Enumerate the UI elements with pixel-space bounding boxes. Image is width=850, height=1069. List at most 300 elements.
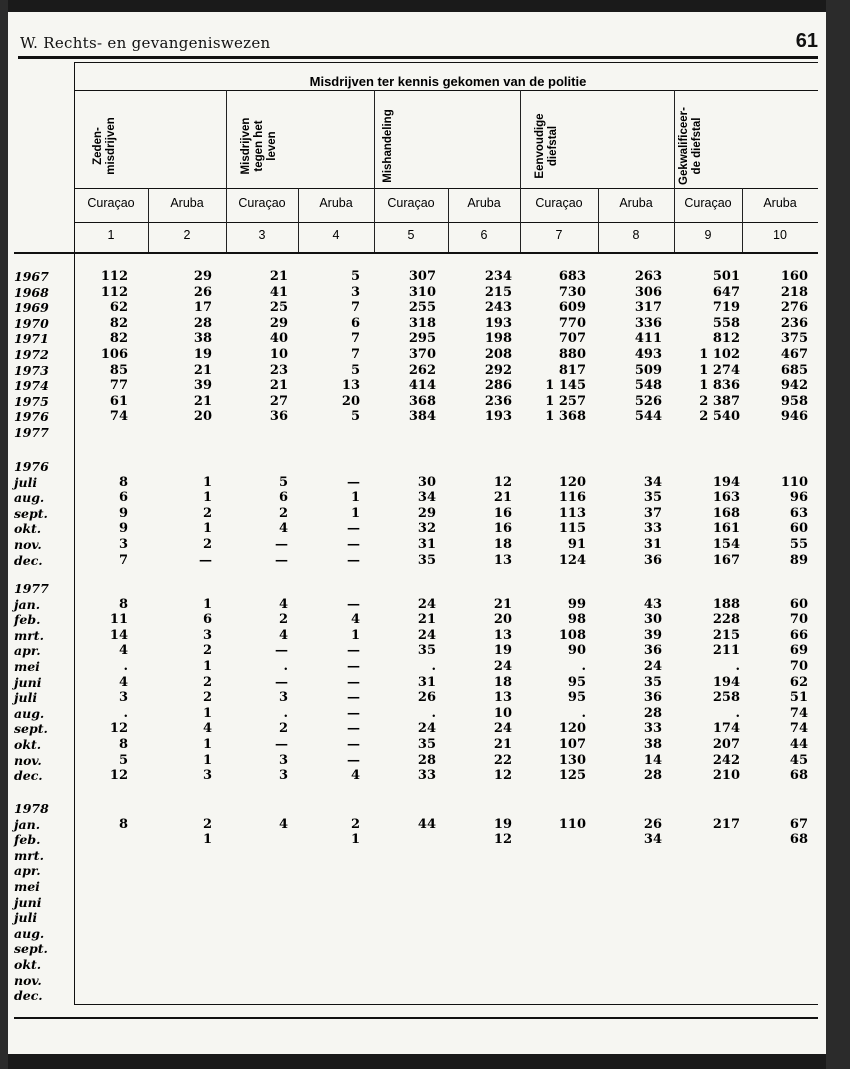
table-cell: 68	[789, 832, 808, 848]
row-label: juli	[14, 910, 38, 926]
table-cell: 44	[789, 737, 808, 752]
table-cell: 4	[118, 674, 128, 690]
table-cell: 68	[789, 768, 808, 784]
row-label: nov.	[14, 537, 42, 552]
table-cell: 5	[118, 752, 128, 768]
table-cell: —	[347, 537, 360, 552]
column-header: Curaçao	[387, 196, 435, 210]
column-number: 5	[407, 228, 415, 242]
table-cell: 198	[484, 331, 512, 347]
table-cell: 60	[789, 596, 808, 612]
table-cell: 11	[109, 612, 128, 628]
table-cell: —	[347, 752, 360, 768]
table-cell: 96	[789, 490, 808, 506]
table-cell: 467	[780, 347, 808, 362]
table-cell: 82	[109, 331, 128, 347]
table-cell: 1	[202, 659, 212, 674]
table-cell: 2	[278, 612, 288, 628]
table-cell: 210	[712, 768, 740, 784]
table-cell: 55	[789, 537, 808, 552]
table-cell: 12	[493, 832, 512, 848]
table-cell: 18	[493, 674, 512, 690]
table-cell: 7	[350, 331, 360, 347]
table-cell: 817	[558, 362, 586, 378]
table-cell: —	[347, 690, 360, 706]
table-cell: 113	[558, 505, 586, 521]
table-cell: 958	[780, 393, 808, 409]
table-cell: 13	[341, 378, 360, 394]
row-label: 1970	[14, 315, 49, 331]
table-cell: 77	[109, 378, 128, 394]
table-cell: —	[275, 537, 288, 552]
table-cell: 108	[558, 627, 586, 643]
table-cell: 370	[408, 347, 436, 362]
column-header: Aruba	[763, 196, 797, 210]
row-label: juli	[14, 690, 38, 706]
table-cell: 2	[202, 537, 212, 552]
table-cell: 40	[269, 331, 288, 347]
table-cell: 307	[408, 269, 436, 284]
table-cell: 4	[278, 596, 288, 612]
table-cell: 1	[202, 521, 212, 537]
table-cell: 51	[789, 690, 808, 706]
table-cell: 336	[634, 315, 662, 331]
table-cell: 1	[202, 705, 212, 721]
table-cell: 21	[493, 490, 512, 506]
table-cell: 28	[643, 768, 662, 784]
table-cell: 3	[278, 690, 288, 706]
table-cell: 228	[712, 612, 740, 628]
table-cell: 34	[643, 832, 662, 848]
table-cell: 1	[350, 832, 360, 848]
table-cell: 20	[193, 409, 212, 425]
table-cell: 31	[417, 537, 436, 552]
table-cell: 26	[193, 284, 212, 300]
row-label: 1969	[14, 300, 49, 316]
row-label: juni	[14, 894, 42, 910]
table-cell: 28	[417, 752, 436, 768]
table-cell: 5	[350, 362, 360, 378]
table-cell: 17	[193, 300, 212, 316]
table-cell: 21	[417, 612, 436, 628]
table-cell: 3	[278, 768, 288, 784]
table-cell: 38	[193, 331, 212, 347]
row-label: mei	[14, 879, 40, 894]
table-cell: 13	[493, 552, 512, 568]
table-cell: 98	[567, 612, 586, 628]
table-cell: 3	[350, 284, 360, 300]
table-cell: 21	[193, 362, 212, 378]
table-cell: 4	[278, 521, 288, 537]
table-cell: 60	[789, 521, 808, 537]
table-cell: 39	[643, 627, 662, 643]
table-cell: 31	[417, 674, 436, 690]
table-cell: 61	[109, 393, 128, 409]
table-cell: 95	[567, 690, 586, 706]
table-cell: 4	[350, 612, 360, 628]
table-cell: 211	[712, 643, 740, 659]
table-cell: 4	[350, 768, 360, 784]
table-cell: 2	[278, 721, 288, 737]
group-header: Gekwalificeer- de diefstal	[678, 107, 703, 185]
table-cell: 2	[202, 505, 212, 521]
column-header: Aruba	[467, 196, 501, 210]
table-cell: 33	[417, 768, 436, 784]
table-cell: .	[735, 659, 740, 674]
table-cell: 1 102	[699, 347, 740, 362]
table-cell: 3	[118, 690, 128, 706]
table-cell: 6	[278, 490, 288, 506]
table-cell: 7	[350, 300, 360, 316]
table-cell: 236	[780, 315, 808, 331]
table-cell: 26	[643, 816, 662, 832]
table-cell: 74	[789, 721, 808, 737]
table-cell: .	[581, 705, 586, 721]
column-number: 9	[704, 228, 712, 242]
row-label: okt.	[14, 957, 42, 972]
table-cell: 6	[118, 490, 128, 506]
table-cell: 35	[643, 674, 662, 690]
table-cell: 21	[269, 269, 288, 284]
row-label: jan.	[14, 596, 41, 612]
table-cell: 36	[643, 643, 662, 659]
table-cell: 67	[789, 816, 808, 832]
table-cell: 263	[634, 269, 662, 284]
table-cell: 70	[789, 612, 808, 628]
table-cell: 120	[558, 721, 586, 737]
table-cell: 647	[712, 284, 740, 300]
column-divider	[520, 90, 521, 252]
row-label: dec.	[14, 988, 43, 1004]
table-cell: 28	[193, 315, 212, 331]
column-number: 6	[480, 228, 488, 242]
table-cell: 707	[558, 331, 586, 347]
table-cell: 8	[118, 737, 128, 752]
row-label: okt.	[14, 737, 42, 752]
table-cell: 35	[417, 737, 436, 752]
table-cell: 375	[780, 331, 808, 347]
table-cell: 74	[789, 705, 808, 721]
table-cell: 1	[202, 832, 212, 848]
table-cell: 24	[417, 627, 436, 643]
table-cell: 770	[558, 315, 586, 331]
table-cell: 161	[712, 521, 740, 537]
table-cell: 85	[109, 362, 128, 378]
table-cell: 110	[558, 816, 586, 832]
table-cell: 215	[712, 627, 740, 643]
row-label: juli	[14, 474, 38, 490]
table-cell: 107	[558, 737, 586, 752]
table-cell: 12	[109, 768, 128, 784]
row-label: aug.	[14, 705, 45, 721]
table-cell: 24	[417, 721, 436, 737]
table-cell: 683	[558, 269, 586, 284]
table-cell: —	[275, 643, 288, 659]
table-cell: 35	[417, 643, 436, 659]
table-cell: 9	[118, 521, 128, 537]
table-cell: 30	[643, 612, 662, 628]
table-cell: 258	[712, 690, 740, 706]
table-cell: 20	[341, 393, 360, 409]
column-header: Curaçao	[238, 196, 286, 210]
table-cell: 35	[417, 552, 436, 568]
table-cell: 1	[202, 737, 212, 752]
table-cell: 1	[350, 505, 360, 521]
table-cell: 12	[493, 474, 512, 490]
table-cell: .	[283, 705, 288, 721]
table-cell: 1 836	[699, 378, 740, 394]
table-cell: —	[275, 737, 288, 752]
table-cell: 1 368	[545, 409, 586, 425]
table-cell: 23	[269, 362, 288, 378]
column-number: 3	[258, 228, 266, 242]
table-cell: 4	[118, 643, 128, 659]
group-header: Zeden- misdrijven	[92, 117, 117, 175]
row-label: dec.	[14, 768, 43, 784]
table-cell: 310	[408, 284, 436, 300]
table-cell: 548	[634, 378, 662, 394]
table-cell: 25	[269, 300, 288, 316]
table-cell: 1	[202, 474, 212, 490]
table-cell: 12	[493, 768, 512, 784]
table-cell: 558	[712, 315, 740, 331]
row-label: 1967	[14, 269, 49, 284]
table-cell: 28	[643, 705, 662, 721]
row-label: 1972	[14, 347, 49, 362]
table-cell: 208	[484, 347, 512, 362]
table-cell: 82	[109, 315, 128, 331]
table-cell: 6	[202, 612, 212, 628]
table-cell: 69	[789, 643, 808, 659]
table-cell: 306	[634, 284, 662, 300]
column-divider	[148, 188, 149, 252]
table-cell: 163	[712, 490, 740, 506]
column-header: Curaçao	[684, 196, 732, 210]
table-cell: .	[431, 705, 436, 721]
table-cell: 207	[712, 737, 740, 752]
table-cell: 36	[643, 552, 662, 568]
row-label: 1977	[14, 581, 49, 596]
table-cell: 5	[350, 269, 360, 284]
column-divider	[298, 188, 299, 252]
row-label: 1968	[14, 284, 49, 300]
table-cell: 110	[780, 474, 808, 490]
table-cell: 36	[643, 690, 662, 706]
table-cell: 41	[269, 284, 288, 300]
table-cell: 168	[712, 505, 740, 521]
row-label: 1977	[14, 425, 49, 440]
table-cell: 4	[278, 627, 288, 643]
table-cell: .	[123, 659, 128, 674]
table-cell: 880	[558, 347, 586, 362]
table-cell: 34	[417, 490, 436, 506]
table-cell: 8	[118, 596, 128, 612]
table-cell: 18	[493, 537, 512, 552]
table-cell: 43	[643, 596, 662, 612]
table-cell: 66	[789, 627, 808, 643]
table-cell: 10	[269, 347, 288, 362]
table-cell: 29	[193, 269, 212, 284]
table-cell: 7	[118, 552, 128, 568]
column-divider	[742, 188, 743, 252]
row-label: mrt.	[14, 847, 44, 863]
table-cell: 29	[417, 505, 436, 521]
table-cell: 34	[643, 474, 662, 490]
table-cell: 19	[493, 816, 512, 832]
row-label: feb.	[14, 832, 41, 848]
row-label: aug.	[14, 925, 45, 941]
table-cell: 37	[643, 505, 662, 521]
table-cell: 24	[417, 596, 436, 612]
table-cell: 414	[408, 378, 436, 394]
table-cell: 215	[484, 284, 512, 300]
table-cell: —	[347, 552, 360, 568]
table-cell: —	[347, 521, 360, 537]
table-cell: 29	[269, 315, 288, 331]
row-label: 1973	[14, 362, 49, 378]
column-divider	[374, 90, 375, 252]
row-label: 1975	[14, 393, 49, 409]
table-cell: 946	[780, 409, 808, 425]
table-cell: 62	[109, 300, 128, 316]
row-label: apr.	[14, 643, 41, 659]
table-cell: —	[347, 737, 360, 752]
table-cell: 8	[118, 816, 128, 832]
table-cell: —	[199, 552, 212, 568]
table-cell: 1	[350, 627, 360, 643]
table-cell: 167	[712, 552, 740, 568]
table-cell: 368	[408, 393, 436, 409]
table-cell: 188	[712, 596, 740, 612]
group-header: Mishandeling	[382, 109, 394, 183]
table-cell: —	[275, 674, 288, 690]
row-label: dec.	[14, 552, 43, 568]
table-cell: 5	[278, 474, 288, 490]
table-cell: 24	[643, 659, 662, 674]
table-cell: 124	[558, 552, 586, 568]
table-cell: 8	[118, 474, 128, 490]
table-cell: —	[347, 474, 360, 490]
table-cell: 2	[350, 816, 360, 832]
table-cell: 719	[712, 300, 740, 316]
table-cell: 16	[493, 521, 512, 537]
chapter-title: W. Rechts- en gevangeniswezen	[20, 34, 271, 52]
table-cell: 14	[109, 627, 128, 643]
table-cell: 292	[484, 362, 512, 378]
table-cell: .	[581, 659, 586, 674]
table-cell: 2	[202, 674, 212, 690]
table-cell: —	[347, 643, 360, 659]
table-cell: 6	[350, 315, 360, 331]
table-cell: .	[123, 705, 128, 721]
table-cell: 7	[350, 347, 360, 362]
row-label: sept.	[14, 721, 48, 737]
table-cell: 3	[278, 752, 288, 768]
table-cell: 160	[780, 269, 808, 284]
column-header: Curaçao	[87, 196, 135, 210]
table-cell: 942	[780, 378, 808, 394]
table-cell: 194	[712, 674, 740, 690]
table-cell: .	[431, 659, 436, 674]
table-cell: 12	[109, 721, 128, 737]
table-cell: 2	[202, 690, 212, 706]
table-cell: 21	[269, 378, 288, 394]
table-cell: 3	[118, 537, 128, 552]
table-cell: 318	[408, 315, 436, 331]
table-cell: 1	[202, 596, 212, 612]
row-label: sept.	[14, 941, 48, 957]
table-title: Misdrijven ter kennis gekomen van de politie	[309, 74, 587, 89]
column-header: Curaçao	[535, 196, 583, 210]
row-label: okt.	[14, 521, 42, 537]
table-cell: 32	[417, 521, 436, 537]
table-cell: —	[347, 659, 360, 674]
row-label: mei	[14, 659, 40, 674]
table-cell: 89	[789, 552, 808, 568]
table-cell: 21	[493, 596, 512, 612]
table-cell: 33	[643, 721, 662, 737]
table-cell: 243	[484, 300, 512, 316]
table-cell: 544	[634, 409, 662, 425]
row-label: feb.	[14, 612, 41, 628]
table-cell: 112	[100, 269, 128, 284]
table-cell: 317	[634, 300, 662, 316]
table-cell: 276	[780, 300, 808, 316]
table-cell: 33	[643, 521, 662, 537]
table-cell: 1	[350, 490, 360, 506]
table-cell: 22	[493, 752, 512, 768]
table-cell: 384	[408, 409, 436, 425]
row-label: 1976	[14, 409, 49, 425]
table-cell: 99	[567, 596, 586, 612]
table-cell: 125	[558, 768, 586, 784]
table-cell: 295	[408, 331, 436, 347]
table-cell: 2	[202, 816, 212, 832]
group-header: Eenvoudige diefstal	[534, 113, 559, 179]
table-cell: 174	[712, 721, 740, 737]
table-cell: 130	[558, 752, 586, 768]
column-header: Aruba	[619, 196, 653, 210]
statistics-page	[8, 12, 826, 1054]
table-cell: 24	[493, 721, 512, 737]
table-cell: 217	[712, 816, 740, 832]
table-cell: —	[347, 705, 360, 721]
table-cell: —	[347, 721, 360, 737]
table-cell: 62	[789, 674, 808, 690]
table-cell: 526	[634, 393, 662, 409]
table-cell: 218	[780, 284, 808, 300]
table-cell: —	[275, 552, 288, 568]
column-number: 4	[332, 228, 340, 242]
table-cell: .	[283, 659, 288, 674]
column-number: 1	[107, 228, 115, 242]
table-cell: 26	[417, 690, 436, 706]
table-cell: 2 540	[699, 409, 740, 425]
column-header: Aruba	[319, 196, 353, 210]
row-label: aug.	[14, 490, 45, 506]
table-cell: 63	[789, 505, 808, 521]
row-label: 1976	[14, 459, 49, 474]
table-cell: 13	[493, 690, 512, 706]
table-cell: 90	[567, 643, 586, 659]
column-number: 10	[773, 228, 787, 242]
table-cell: 685	[780, 362, 808, 378]
table-cell: 45	[789, 752, 808, 768]
table-cell: 262	[408, 362, 436, 378]
table-cell: 19	[493, 643, 512, 659]
table-cell: 501	[712, 269, 740, 284]
table-cell: 5	[350, 409, 360, 425]
